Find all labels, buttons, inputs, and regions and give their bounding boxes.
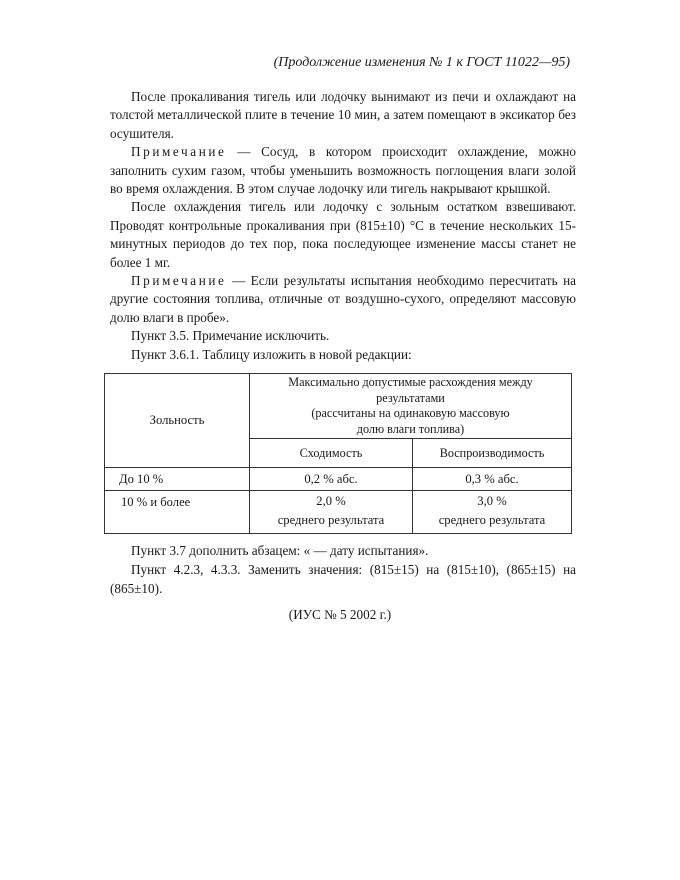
cell-value-note: среднего результата <box>277 513 385 527</box>
note-text: — Если результаты испытания необходимо пересчитать на другие состояния топлива, отличные от воздушно-сухого, определяют массовую долю влаги в пробе». <box>110 273 576 325</box>
paragraph-calcination: После прокаливания тигель или лодочку вынимают из печи и охлаждают на толстой металлической плите в течение 10 мин, а затем помещают в эксикатор без осушителя. <box>110 89 576 141</box>
paragraph-item-3-5: Пункт 3.5. Примечание исключить. <box>131 328 330 344</box>
note-results <box>110 272 576 327</box>
cell-ash: До 10 % <box>105 468 250 491</box>
note-label: Примечание <box>131 273 227 289</box>
cell-value-note: среднего результата <box>438 513 546 527</box>
header-max-line1: Максимально допустимые расхождения между результатами <box>288 375 533 405</box>
cell-ash: 10 % и более <box>105 491 250 534</box>
cell-value: 2,0 % <box>316 494 346 508</box>
header-repeatability: Сходимость <box>250 439 413 468</box>
page-footer: (ИУС № 5 2002 г.) <box>288 607 392 622</box>
table-row <box>105 491 572 534</box>
paragraph-item-3-7: Пункт 3.7 дополнить абзацем: « — дату испытания». <box>131 543 429 558</box>
paragraph-item-4-2-3: Пункт 4.2.3, 4.3.3. Заменить значения: (815±15) на (815±10), (865±15) на (865±10). <box>110 561 576 596</box>
cell-repeatability: 0,2 % абс. <box>250 468 413 491</box>
cell-repeatability <box>250 491 413 534</box>
body-text-bottom <box>110 542 576 598</box>
cell-reproducibility: 0,3 % абс. <box>413 468 572 491</box>
discrepancy-table <box>104 373 572 534</box>
page-header: (Продолжение изменения № 1 к ГОСТ 11022—95) <box>273 55 570 70</box>
header-ash-content: Зольность <box>105 374 250 468</box>
paragraph-item-3-6-1: Пункт 3.6.1. Таблицу изложить в новой редакции: <box>131 346 412 362</box>
paragraph-weighing: После охлаждения тигель или лодочку с зольным остатком взвешивают. Проводят контрольные прокаливания при (815±10) °С в течение нескольких 15-минутных периодов до тех пор, пока последующее изменение массы станет не более 1 мг. <box>110 199 576 270</box>
header-max-line2: (рассчитаны на одинаковую массовую долю влаги топлива) <box>311 406 510 436</box>
note-vessel <box>110 143 576 198</box>
table-row <box>105 468 572 491</box>
cell-value: 3,0 % <box>477 494 507 508</box>
cell-reproducibility <box>413 491 572 534</box>
body-text-top <box>110 88 576 364</box>
note-text: — Сосуд, в котором происходит охлаждение, можно заполнить сухим газом, чтобы уменьшить возможность поглощения влаги золой во время охлаждения. В этом случае лодочку или тигель накрывают крышкой. <box>110 144 576 197</box>
note-label: Примечание <box>131 144 227 160</box>
header-max-discrepancy <box>250 374 572 439</box>
header-reproducibility: Воспроизводимость <box>413 439 572 468</box>
